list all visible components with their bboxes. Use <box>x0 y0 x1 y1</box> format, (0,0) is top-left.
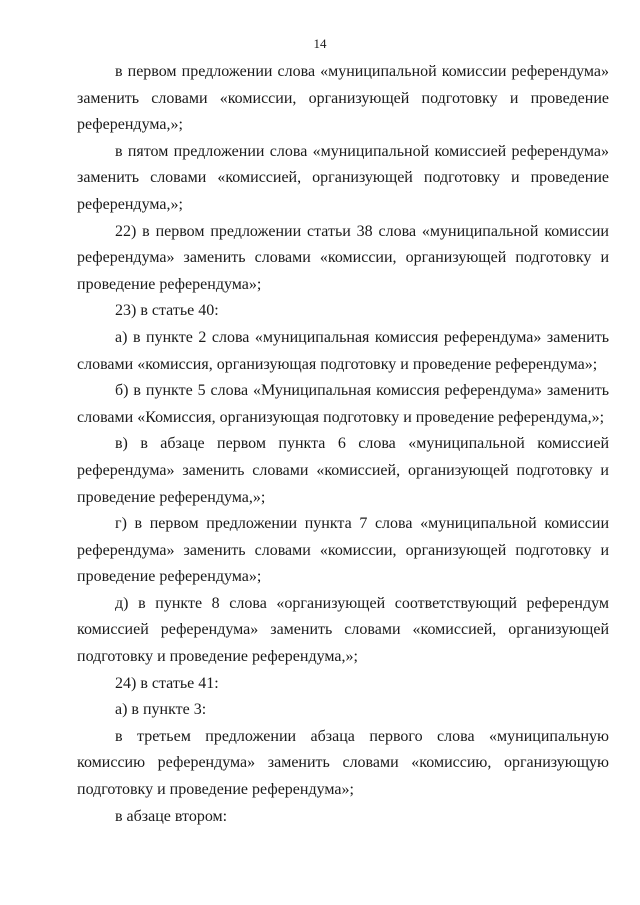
page-number: 14 <box>313 36 327 51</box>
paragraph: г) в первом предложении пункта 7 слова «муниципальной комиссии референдума» заменить словами «комиссии, организующей подготовку и проведение референдума»; <box>77 515 609 586</box>
paragraph: 23) в статье 40: <box>115 302 219 320</box>
document-body <box>77 59 609 830</box>
paragraph: д) в пункте 8 слова «организующей соответствующий референдум комиссией референдума» заменить словами «комиссией, организующей подготовку и проведение референдума,»; <box>77 594 609 666</box>
paragraph: 22) в первом предложении статьи 38 слова «муниципальной комиссии референдума» заменить словами «комиссии, организующей подготовку и проведение референдума»; <box>77 222 609 293</box>
paragraph: в первом предложении слова «муниципальной комиссии референдума» заменить словами «комиссии, организующей подготовку и проведение референдума,»; <box>77 63 609 134</box>
paragraph: б) в пункте 5 слова «Муниципальная комиссия референдума» заменить словами «Комиссия, организующая подготовку и проведение референдума,»; <box>77 382 609 426</box>
paragraph: в) в абзаце первом пункта 6 слова «муниципальной комиссией референдума» заменить словами «комиссией, организующей подготовку и проведение референдума,»; <box>77 435 609 506</box>
paragraph: а) в пункте 2 слова «муниципальная комиссия референдума» заменить словами «комиссия, организующая подготовку и проведение референдума»; <box>77 328 609 373</box>
paragraph: а) в пункте 3: <box>115 701 207 719</box>
paragraph: 24) в статье 41: <box>115 674 219 692</box>
paragraph: в пятом предложении слова «муниципальной комиссией референдума» заменить словами «комиссией, организующей подготовку и проведение референдума,»; <box>77 142 609 213</box>
paragraph: в третьем предложении абзаца первого слова «муниципальную комиссию референдума» заменить словами «комиссию, организующую подготовку и проведение референдума»; <box>77 727 609 799</box>
paragraph: в абзаце втором: <box>115 807 228 825</box>
